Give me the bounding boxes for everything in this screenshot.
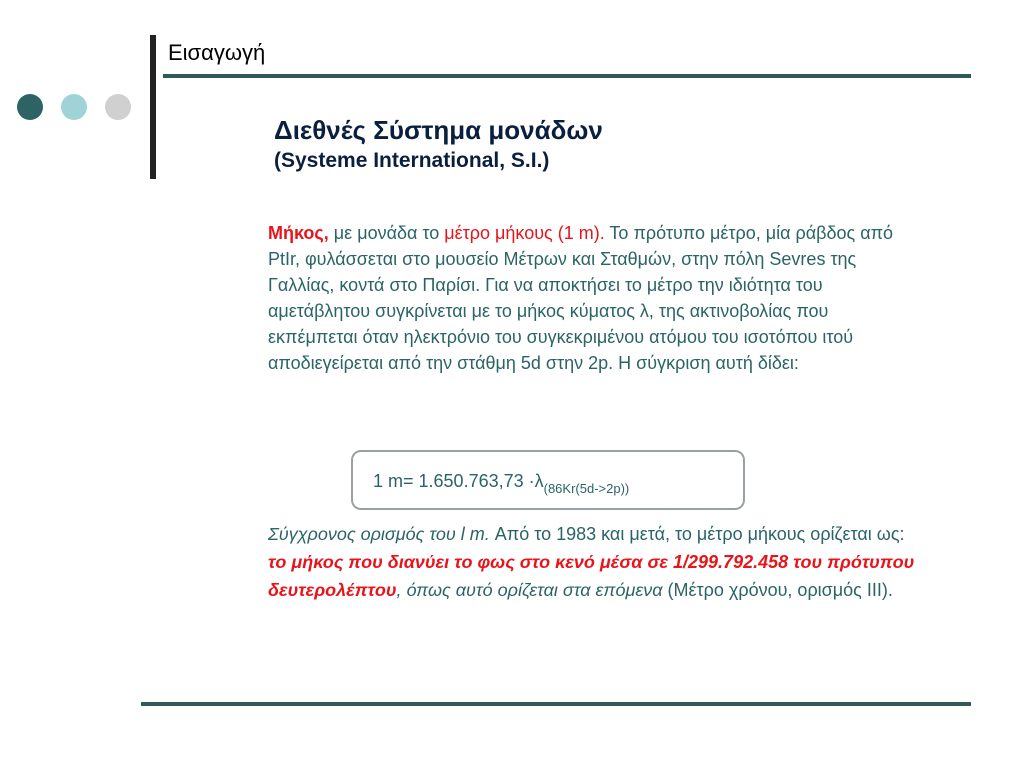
term-length: Μήκος, [268,223,329,243]
section-title: Εισαγωγή [168,40,266,65]
heading-line-1: Διεθνές Σύστημα μονάδων [274,115,603,145]
meter-definition: το μήκος που διανύει το φως στο κενό μέσα σε 1/299.792.458 του πρότυπου δευτερολέπτου [268,552,915,600]
decorative-dot-light [61,94,87,120]
decorative-vertical-bar [150,35,156,179]
unit-meter: μέτρο μήκους (1 m). [444,223,605,243]
paragraph2-italic-tail: όπως αυτό ορίζεται στα επόμενα [401,580,663,600]
paragraph1-text-a: με μονάδα το [328,223,445,243]
paragraph-modern-definition [268,520,918,604]
paragraph2-comma: , [396,580,402,600]
slide-heading [274,114,603,176]
formula-subscript: (86Kr(5d->2p)) [543,481,630,496]
formula-box [351,450,745,510]
paragraph-length-definition [268,220,918,376]
paragraph1-text-b: Το πρότυπο μέτρο, μία ράβδος από PtIr, φυλάσσεται στο μουσείο Μέτρων και Σταθμών, στην πόλη Sevres της Γαλλίας, κοντά στο Παρίσι. Για να αποκτήσει το μέτρο την ιδιότητα του αμετάβλητου συγκρίνεται με το μήκος κύματος λ, της ακτινοβολίας που εκπέμπεται όταν ηλεκτρόνιο του συγκεκριμένου ατόμου του ισοτόπου ιτού αποδιεγείρεται από την στάθμη 5d στην 2p. Η σύγκριση αυτή δίδει: [268,223,894,373]
decorative-dot-gray [105,94,131,120]
modern-definition-lead: Σύγχρονος ορισμός του l m. [268,524,490,544]
formula [373,471,629,496]
bottom-divider [141,702,971,706]
decorative-dot-dark [17,94,43,120]
heading-line-2: (Systeme International, S.I.) [274,149,550,172]
paragraph2-text-b: (Μέτρο χρόνου, ορισμός ΙΙΙ). [662,580,893,600]
top-divider [163,74,971,78]
formula-main: 1 m= 1.650.763,73 ·λ [373,471,544,491]
paragraph2-text-a: Από το 1983 και μετά, το μέτρο μήκους ορίζεται ως: [489,524,905,544]
